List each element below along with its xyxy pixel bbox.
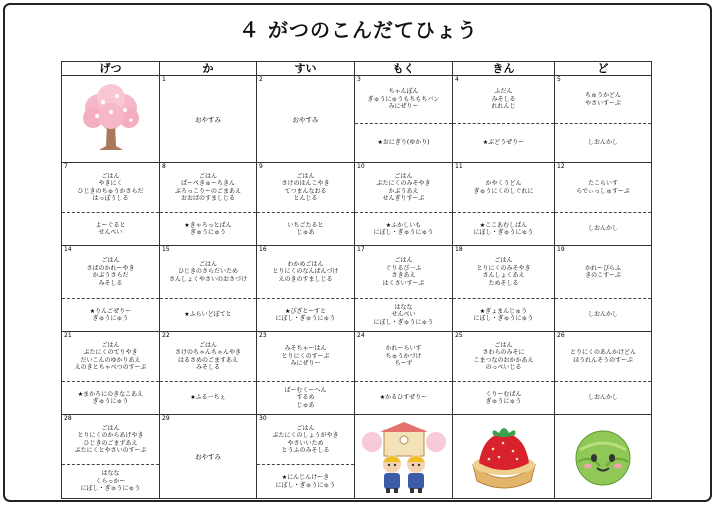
day-cell-17 xyxy=(355,246,453,332)
menu-item: みにぜりー xyxy=(290,360,321,368)
lunch-menu xyxy=(555,246,651,298)
menu-item: ごはん xyxy=(101,341,120,349)
day-cell-21 xyxy=(62,332,160,415)
lunch-menu xyxy=(555,332,651,381)
snack-menu xyxy=(257,464,354,498)
menu-item: しおんかし xyxy=(587,139,618,147)
day-cell-23 xyxy=(257,332,355,415)
day-cell-28 xyxy=(62,415,160,499)
menu-item: かぶうあえ xyxy=(388,187,419,195)
snack-menu xyxy=(257,212,354,245)
menu-item: ★にんじんけーき xyxy=(281,474,330,481)
day-cell-11 xyxy=(453,163,555,246)
menu-item: しおんかし xyxy=(587,225,618,233)
menu-item: とうふのみそしる xyxy=(281,447,330,454)
snack-menu xyxy=(453,381,554,414)
day-number: 22 xyxy=(162,332,170,339)
snack-menu xyxy=(453,123,554,162)
weekday-thu: もく xyxy=(355,62,453,76)
menu-item: ★きゃろっとぱん xyxy=(184,221,232,229)
day-cell-5 xyxy=(555,76,652,163)
day-number: 26 xyxy=(557,332,565,339)
day-cell-24 xyxy=(355,332,453,415)
cherry-blossom-tree-icon xyxy=(79,84,143,154)
lunch-menu xyxy=(62,415,159,464)
menu-item: よーぐると xyxy=(95,221,126,229)
lunch-menu xyxy=(160,163,256,212)
day-cell-blank xyxy=(62,76,160,163)
snack-menu xyxy=(62,381,159,414)
menu-item: さんしょくあえ xyxy=(482,272,525,279)
day-number: 5 xyxy=(557,76,561,83)
illustration-cell-cabbage xyxy=(555,415,652,499)
menu-item: とりにくのなんばんづけ xyxy=(272,268,339,276)
day-cell-12 xyxy=(555,163,652,246)
menu-item: さばのかれーやき xyxy=(86,264,135,272)
lunch-menu xyxy=(257,246,354,298)
day-cell-29 xyxy=(160,415,257,499)
snack-menu xyxy=(62,298,159,331)
menu-item: ちゃんぽん xyxy=(388,88,419,96)
lunch-menu xyxy=(355,246,452,298)
day-cell-15 xyxy=(160,246,257,332)
menu-item: だいこんのゆかりあえ xyxy=(80,356,141,364)
menu-item: とりにくのあんかけどん xyxy=(569,349,636,356)
cabbage-character-icon xyxy=(570,426,636,488)
menu-item: にぼし・ぎゅうにゅう xyxy=(373,229,434,236)
menu-item: ごはん xyxy=(198,172,217,180)
day-number: 21 xyxy=(64,332,72,339)
day-cell-16 xyxy=(257,246,355,332)
day-number: 25 xyxy=(455,332,463,339)
menu-item: さんしょくやさいのおさづけ xyxy=(168,275,247,283)
holiday-text: おやすみ xyxy=(195,115,221,124)
menu-item: かやくうどん xyxy=(485,180,522,187)
week-row-5 xyxy=(62,415,652,499)
weekday-wed: すい xyxy=(257,62,355,76)
menu-item: みそしる xyxy=(195,364,220,371)
menu-item: ちゅうかづけ xyxy=(385,352,422,360)
day-number: 28 xyxy=(64,415,72,422)
menu-item: ぎゅうにゅう xyxy=(92,398,129,405)
menu-item: わかめごはん xyxy=(287,260,324,268)
menu-item: ぎゅうにゅう xyxy=(485,398,522,405)
menu-item: かれーぴらふ xyxy=(584,264,621,272)
day-cell-18 xyxy=(453,246,555,332)
menu-item: しおんかし xyxy=(587,311,618,319)
day-cell-30 xyxy=(257,415,355,499)
day-number: 2 xyxy=(259,76,263,83)
menu-item: くりーむぱん xyxy=(485,390,522,398)
snack-menu xyxy=(62,212,159,245)
menu-item: ごはん xyxy=(494,341,513,349)
snack-menu xyxy=(453,212,554,245)
day-number: 16 xyxy=(259,246,267,253)
menu-item: とんじる xyxy=(293,195,318,202)
menu-item: さけのはんこやき xyxy=(281,180,330,187)
day-number: 11 xyxy=(455,163,463,170)
snack-menu xyxy=(555,123,651,162)
lunch-menu xyxy=(62,332,159,381)
menu-item: にぼし・ぎゅうにゅう xyxy=(373,318,434,326)
snack-menu xyxy=(257,381,354,414)
snack-menu xyxy=(555,381,651,414)
lunch-menu xyxy=(160,246,256,298)
weekday-tue: か xyxy=(160,62,257,76)
lunch-menu xyxy=(555,76,651,123)
day-number: 7 xyxy=(64,163,68,170)
day-cell-9 xyxy=(257,163,355,246)
snack-menu xyxy=(355,212,452,245)
weekday-sat: ど xyxy=(555,62,652,76)
day-number: 4 xyxy=(455,76,459,83)
menu-item: ★まかろにのきなこあえ xyxy=(77,390,144,398)
menu-item: ごはん xyxy=(296,424,315,432)
menu-item: ごはん xyxy=(198,260,217,268)
week-row-2 xyxy=(62,163,652,246)
menu-item: はなな xyxy=(101,470,120,478)
menu-item: らでぃっしゅすーぷ xyxy=(576,187,630,195)
snack-menu xyxy=(257,298,354,331)
menu-item: ぶたにくのしょうがやき xyxy=(272,432,339,439)
day-cell-4 xyxy=(453,76,555,163)
day-cell-26 xyxy=(555,332,652,415)
menu-item: ぶたにくのみそやき xyxy=(376,180,431,187)
snack-menu xyxy=(555,298,651,331)
menu-item: いちごたると xyxy=(287,221,324,229)
menu-item: たこらいす xyxy=(587,180,618,187)
day-number: 30 xyxy=(259,415,267,422)
menu-item: ごはん xyxy=(101,172,120,180)
menu-item: はくさいすーぷ xyxy=(382,279,425,287)
menu-item: ごはん xyxy=(394,172,413,180)
lunch-menu xyxy=(62,246,159,298)
menu-item: さきあえ xyxy=(391,272,416,279)
menu-item: ちーず xyxy=(394,360,413,368)
snack-menu xyxy=(160,381,256,414)
menu-item: かぶうさらだ xyxy=(92,272,129,279)
day-number: 12 xyxy=(557,163,565,170)
menu-item: ひじきのちゅうかさらだ xyxy=(77,187,144,195)
lunch-menu xyxy=(453,163,554,212)
menu-item: ぎゅうにゅうもちもちバン xyxy=(367,95,440,103)
menu-item: ごはん xyxy=(198,341,217,349)
menu-item: さわらのみそに xyxy=(482,349,525,356)
menu-item: せんぎりすーぷ xyxy=(382,195,425,202)
menu-item: ★おにぎり(ゆかり) xyxy=(377,139,430,147)
menu-item: にぼし・ぎゅうにゅう xyxy=(473,229,534,236)
menu-item: ぐりるび一ふ xyxy=(385,264,422,272)
menu-item: やきにく xyxy=(98,180,123,187)
day-number: 9 xyxy=(259,163,263,170)
day-number: 10 xyxy=(357,163,365,170)
day-cell-1 xyxy=(160,76,257,163)
menu-item: ためそしる xyxy=(488,279,519,287)
day-number: 19 xyxy=(557,246,565,253)
menu-item: みそしる xyxy=(491,95,516,103)
lunch-menu xyxy=(453,76,554,123)
page-title: ４ がつのこんだてひょう xyxy=(239,18,478,42)
snack-menu xyxy=(62,464,159,498)
menu-item: はっぽうしる xyxy=(92,195,129,202)
snack-menu xyxy=(355,381,452,414)
lunch-menu xyxy=(62,163,159,212)
menu-item: ふだん xyxy=(494,88,513,96)
lunch-menu xyxy=(453,332,554,381)
menu-item: れれんじ xyxy=(491,103,516,111)
menu-item: ごはん xyxy=(494,257,513,264)
menu-item: ぱーむくーへん xyxy=(284,386,327,394)
menu-item: おおばのすましじる xyxy=(180,195,235,202)
menu-item: のっぺいじる xyxy=(485,364,522,371)
menu-item: ごはん xyxy=(101,424,120,432)
day-cell-3 xyxy=(355,76,453,163)
menu-item: しおんかし xyxy=(587,394,618,402)
lunch-menu xyxy=(355,76,452,123)
lunch-menu xyxy=(257,415,354,464)
day-number: 14 xyxy=(64,246,72,253)
holiday-text: おやすみ xyxy=(292,115,319,124)
snack-menu xyxy=(160,212,256,245)
menu-item: ぱーぺきゅーちきん xyxy=(180,180,235,187)
menu-item: ぎゅうにゅう xyxy=(190,229,226,236)
menu-item: かれーらいす xyxy=(385,345,422,353)
menu-item: はるさめのごますあえ xyxy=(177,356,238,364)
menu-item: ごはん xyxy=(394,257,413,264)
menu-item: ★ぶどうぜりー xyxy=(482,139,525,147)
menu-item: せんべい xyxy=(98,229,123,236)
menu-item: やさいいため xyxy=(287,439,324,447)
menu-item: ぶろっこりーのごまあえ xyxy=(174,187,241,195)
menu-item: とりにくのからあげやき xyxy=(77,432,144,439)
menu-item: ひじきのさらだいため xyxy=(177,268,238,276)
menu-item: はなな xyxy=(394,303,413,311)
menu-item: じゅあ xyxy=(296,401,315,409)
day-number: 23 xyxy=(259,332,267,339)
day-number: 3 xyxy=(357,76,361,83)
weekday-fri: きん xyxy=(453,62,555,76)
menu-item: てつまんなおる xyxy=(284,187,327,195)
menu-item: えのきのすましじる xyxy=(278,275,333,283)
lunch-menu xyxy=(555,163,651,212)
day-cell-8 xyxy=(160,163,257,246)
day-number: 8 xyxy=(162,163,166,170)
menu-item: せんべい xyxy=(391,311,416,319)
menu-item: ちゅうかどん xyxy=(584,92,621,99)
day-cell-7 xyxy=(62,163,160,246)
menu-item: とりにくのみそやき xyxy=(476,264,531,272)
day-cell-10 xyxy=(355,163,453,246)
menu-calendar xyxy=(61,61,652,499)
strawberry-tart-icon xyxy=(465,421,543,493)
lunch-menu xyxy=(355,332,452,381)
menu-item: ぎゅうにゅう xyxy=(92,315,129,322)
lunch-menu xyxy=(160,332,256,381)
illustration-cell-strawberry xyxy=(453,415,555,499)
weekday-mon: げつ xyxy=(62,62,160,76)
menu-item: にぼし・ぎゅうにゅう xyxy=(275,481,336,489)
holiday-text: おやすみ xyxy=(195,453,221,461)
day-cell-22 xyxy=(160,332,257,415)
snack-menu xyxy=(355,298,452,331)
lunch-menu xyxy=(355,163,452,212)
day-number: 29 xyxy=(162,415,170,422)
menu-item: さけのちゃんちゃんやき xyxy=(174,349,241,356)
menu-item: ★ふかしいも xyxy=(385,221,422,229)
menu-item: ひじきのごまずあえ xyxy=(83,439,138,447)
menu-item: みにぜりー xyxy=(388,103,419,111)
lunch-menu xyxy=(257,163,354,212)
menu-item: えのきとちゃべつのすーぷ xyxy=(74,364,147,371)
day-number: 24 xyxy=(357,332,365,339)
menu-item: ぎゅうにくのしぐれに xyxy=(473,187,534,195)
week-row-3 xyxy=(62,246,652,332)
day-number: 17 xyxy=(357,246,365,253)
menu-item: とりにくのすーぷ xyxy=(281,352,330,360)
menu-item: にぼし・ぎゅうにゅう xyxy=(473,315,534,322)
menu-item: にぼし・ぎゅうにゅう xyxy=(80,485,141,493)
day-cell-2 xyxy=(257,76,355,163)
menu-item: ぶたにくとやさいのすーぷ xyxy=(74,447,147,454)
snack-menu xyxy=(355,123,452,162)
school-children-icon xyxy=(362,420,446,494)
menu-item: くらっかー xyxy=(95,477,126,485)
menu-item: みそちゃーはん xyxy=(284,345,327,353)
menu-item: きのこすーぷ xyxy=(585,272,621,279)
day-cell-14 xyxy=(62,246,160,332)
menu-item: ★ふらいどぽてと xyxy=(184,311,232,319)
menu-item: ★かるひすぜりー xyxy=(379,394,428,402)
illustration-cell-school xyxy=(355,415,453,499)
menu-item: ★ぎょまんじゅう xyxy=(479,307,528,315)
weekday-header-row xyxy=(62,62,652,76)
snack-menu xyxy=(453,298,554,331)
day-cell-25 xyxy=(453,332,555,415)
lunch-menu xyxy=(257,332,354,381)
menu-item: にぼし・ぎゅうにゅう xyxy=(275,315,336,322)
week-row-4 xyxy=(62,332,652,415)
menu-item: ★ここあむしぱん xyxy=(479,221,528,229)
lunch-menu xyxy=(453,246,554,298)
day-number: 15 xyxy=(162,246,170,253)
day-number: 18 xyxy=(455,246,463,253)
menu-item: ごはん xyxy=(296,172,315,180)
menu-item: みそしる xyxy=(98,279,123,287)
menu-item: ごはん xyxy=(101,257,120,264)
day-cell-19 xyxy=(555,246,652,332)
menu-item: ★ぴざとーすと xyxy=(284,307,327,315)
menu-item: ★りんごぜりー xyxy=(89,307,132,315)
snack-menu xyxy=(555,212,651,245)
menu-item: ★ふる一ちぇ xyxy=(190,394,226,402)
week-row-1 xyxy=(62,76,652,163)
menu-item: ほうれんそうのすーぷ xyxy=(573,356,633,364)
snack-menu xyxy=(160,298,256,331)
menu-item: するめ xyxy=(296,394,315,402)
menu-item: やさいすーぷ xyxy=(585,99,621,107)
menu-item: ぶたにくのてりやき xyxy=(83,349,138,356)
menu-item: こまつなのおかかあえ xyxy=(473,356,534,364)
menu-item: じゅあ xyxy=(296,229,315,236)
day-number: 1 xyxy=(162,76,166,83)
